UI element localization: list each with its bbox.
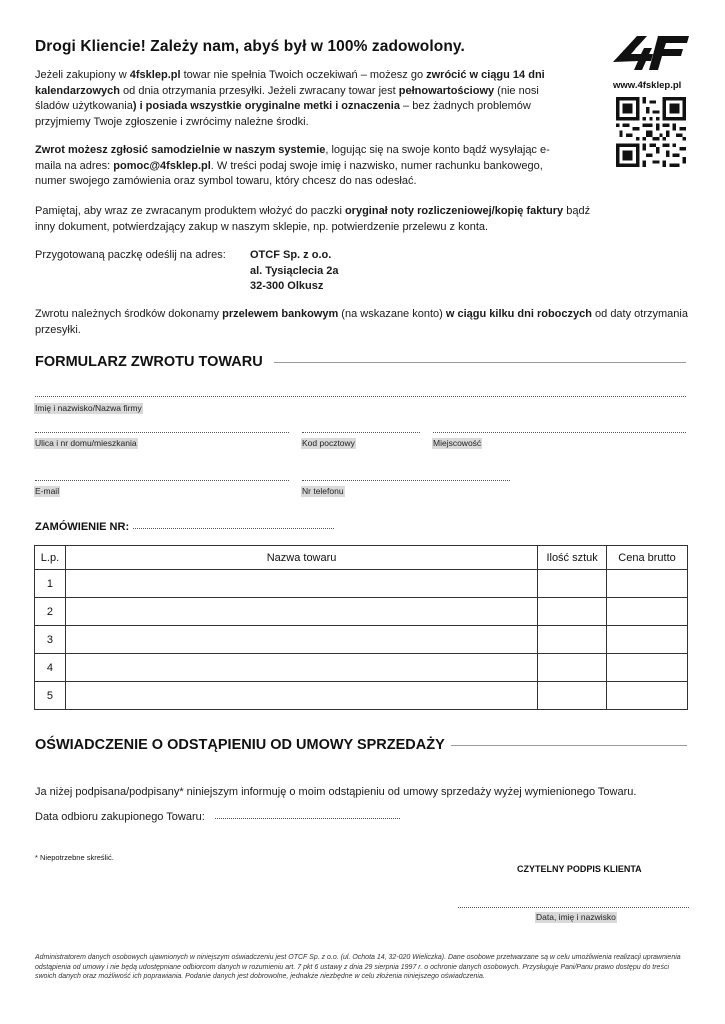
column-header-product-name: Nazwa towaru (65, 546, 537, 570)
quantity-cell[interactable] (538, 682, 607, 710)
table-row (35, 626, 688, 654)
support-email[interactable]: pomoc@4fsklep.pl (113, 159, 211, 172)
items-table (34, 545, 688, 710)
signature-field-label: Data, imię i nazwisko (536, 912, 616, 922)
intro-paragraph-1: Jeżeli zakupiony w 4fsklep.pl towar nie spełnia Twoich oczekiwań – możesz go zwrócić w ciągu 14 dni kalendarzowych od dnia otrzymania przesyłki. Jeżeli zwracany towar jest pełnowartościowy (nie nosi śladów użytkowania) i posiada wszystkie oryginalne metki i oznaczenia – bez żadnych problemów przyjmiemy Twoje zgłoszenie i zwrócimy należne środki. (35, 69, 545, 128)
price-cell[interactable] (607, 626, 688, 654)
signature-title: CZYTELNY PODPIS KLIENTA (517, 864, 642, 874)
street-field-label: Ulica i nr domu/mieszkania (35, 438, 137, 448)
form-title-rule (274, 362, 686, 363)
row-number: 2 (35, 598, 66, 626)
price-cell[interactable] (607, 598, 688, 626)
email-field[interactable] (35, 480, 289, 481)
receipt-date-label: Data odbioru zakupionego Towaru: (35, 811, 205, 823)
quantity-cell[interactable] (538, 654, 607, 682)
city-field-label: Miejscowość (433, 438, 482, 448)
column-header-lp: L.p. (35, 546, 66, 570)
name-field-label: Imię i nazwisko/Nazwa firmy (35, 403, 142, 413)
address-line-3: 32-300 Olkusz (250, 280, 324, 292)
footnote: * Niepotrzebne skreślić. (35, 853, 114, 862)
receipt-date-field[interactable] (215, 818, 400, 819)
intro-paragraph-2: Zwrot możesz zgłosić samodzielnie w naszym systemie, logując się na swoje konto bądź wysyłając e-maila na adres: pomoc@4fsklep.pl. W treści podaj swoje imię i nazwisko, numer rachunku bankowego, numer swojego zamówienia oraz symbol towaru, który chcesz do nas odesłać. (35, 144, 550, 188)
row-number: 4 (35, 654, 66, 682)
price-cell[interactable] (607, 682, 688, 710)
brand-logo (611, 34, 691, 74)
signature-field[interactable] (458, 907, 689, 908)
statement-title-rule (451, 745, 687, 746)
price-cell[interactable] (607, 570, 688, 598)
postcode-field[interactable] (302, 432, 420, 433)
phone-field[interactable] (302, 480, 510, 481)
website-url[interactable]: www.4fsklep.pl (613, 80, 682, 91)
table-row (35, 654, 688, 682)
table-header-row (35, 546, 688, 570)
row-number: 3 (35, 626, 66, 654)
postcode-field-label: Kod pocztowy (302, 438, 355, 448)
form-title: FORMULARZ ZWROTU TOWARU (35, 354, 263, 370)
address-line-1: OTCF Sp. z o.o. (250, 249, 332, 261)
column-header-price: Cena brutto (607, 546, 688, 570)
address-line-2: al. Tysiąclecia 2a (250, 265, 339, 277)
product-name-cell[interactable] (65, 626, 537, 654)
address-label: Przygotowaną paczkę odeślij na adres: (35, 249, 226, 261)
price-cell[interactable] (607, 654, 688, 682)
quantity-cell[interactable] (538, 626, 607, 654)
intro-paragraph-3: Pamiętaj, aby wraz ze zwracanym produktem włożyć do paczki oryginał noty rozliczeniowej/kopię faktury bądź inny dokument, potwierdzający zakup w naszym sklepie, np. potwierdzenie przelewu z konta. (35, 205, 591, 233)
order-number-label: ZAMÓWIENIE NR: (35, 521, 130, 533)
name-field[interactable] (35, 396, 686, 397)
quantity-cell[interactable] (538, 570, 607, 598)
table-row (35, 682, 688, 710)
statement-text: Ja niżej podpisana/podpisany* niniejszym informuję o moim odstąpieniu od umowy sprzedaży wyżej wymienionego Towaru. (35, 786, 637, 798)
email-field-label: E-mail (35, 486, 60, 496)
product-name-cell[interactable] (65, 598, 537, 626)
table-row (35, 570, 688, 598)
intro-paragraph-4: Zwrotu należnych środków dokonamy przelewem bankowym (na wskazane konto) w ciągu kilku dni roboczych od daty otrzymania przesyłki. (35, 308, 688, 336)
privacy-footer: Administratorem danych osobowych ujawnionych w niniejszym oświadczeniu jest OTCF Sp. z o.o. (ul. Ochota 14, 32-020 Wieliczka). Dane osobowe przetwarzane są w celu umożliwienia realizacji uprawnienia odstąpienia od umowy i nie będą udostępniane odbiorcom danych w rozumieniu art. 7 pkt 6 ustawy z dnia 29 sierpnia 1997 r. o ochronie danych osobowych. Przysługuje Pani/Panu prawo dostępu do treści swoich danych oraz możliwość ich poprawiania. Podanie danych jest dobrowolne, jednakże niezbędne w celu złożenia niniejszego oświadczenia. (35, 954, 681, 981)
order-number-field[interactable] (133, 528, 334, 529)
phone-field-label: Nr telefonu (302, 486, 344, 496)
product-name-cell[interactable] (65, 570, 537, 598)
column-header-quantity: Ilość sztuk (538, 546, 607, 570)
row-number: 1 (35, 570, 66, 598)
page-title: Drogi Kliencie! Zależy nam, abyś był w 100% zadowolony. (35, 38, 465, 55)
product-name-cell[interactable] (65, 654, 537, 682)
table-row (35, 598, 688, 626)
row-number: 5 (35, 682, 66, 710)
street-field[interactable] (35, 432, 289, 433)
statement-title: OŚWIADCZENIE O ODSTĄPIENIU OD UMOWY SPRZEDAŻY (35, 737, 445, 753)
qr-code (616, 97, 686, 167)
product-name-cell[interactable] (65, 682, 537, 710)
quantity-cell[interactable] (538, 598, 607, 626)
city-field[interactable] (433, 432, 686, 433)
